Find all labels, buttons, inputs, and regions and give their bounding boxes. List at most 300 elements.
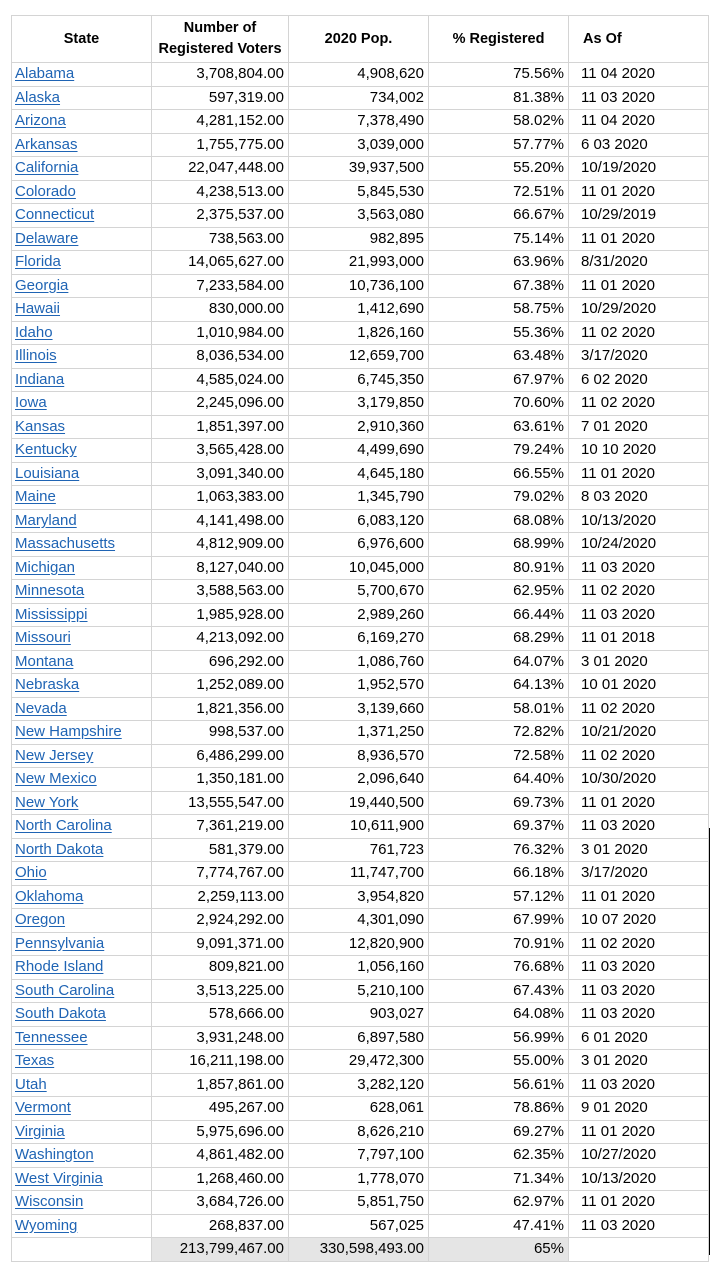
percent-registered-cell: 68.29%: [429, 627, 569, 651]
table-row: [12, 1073, 709, 1097]
table-row: [12, 791, 709, 815]
state-link[interactable]: North Dakota: [12, 838, 152, 862]
state-link[interactable]: Minnesota: [12, 580, 152, 604]
population-cell: 1,778,070: [289, 1167, 429, 1191]
state-link[interactable]: Michigan: [12, 556, 152, 580]
percent-registered-cell: 70.60%: [429, 392, 569, 416]
percent-registered-cell: 72.58%: [429, 744, 569, 768]
table-row: [12, 744, 709, 768]
population-cell: 1,086,760: [289, 650, 429, 674]
percent-registered-cell: 67.38%: [429, 274, 569, 298]
as-of-date-cell: 10/27/2020: [569, 1144, 709, 1168]
state-link[interactable]: Indiana: [12, 368, 152, 392]
table-row: [12, 1214, 709, 1238]
total-pop: 330,598,493.00: [289, 1238, 429, 1262]
registered-voters-cell: 7,774,767.00: [152, 862, 289, 886]
percent-registered-cell: 62.95%: [429, 580, 569, 604]
registered-voters-cell: 1,350,181.00: [152, 768, 289, 792]
population-cell: 6,976,600: [289, 533, 429, 557]
state-link[interactable]: Vermont: [12, 1097, 152, 1121]
as-of-date-cell: 10/13/2020: [569, 1167, 709, 1191]
registered-voters-cell: 9,091,371.00: [152, 932, 289, 956]
population-cell: 1,412,690: [289, 298, 429, 322]
population-cell: 39,937,500: [289, 157, 429, 181]
population-cell: 4,301,090: [289, 909, 429, 933]
registered-voters-cell: 3,588,563.00: [152, 580, 289, 604]
as-of-date-cell: 11 02 2020: [569, 744, 709, 768]
state-link[interactable]: Nebraska: [12, 674, 152, 698]
table-row: [12, 932, 709, 956]
percent-registered-cell: 79.24%: [429, 439, 569, 463]
as-of-date-cell: 11 03 2020: [569, 979, 709, 1003]
population-cell: 6,897,580: [289, 1026, 429, 1050]
as-of-date-cell: 11 02 2020: [569, 321, 709, 345]
table-row: [12, 815, 709, 839]
as-of-date-cell: 11 03 2020: [569, 1214, 709, 1238]
as-of-date-cell: 3 01 2020: [569, 1050, 709, 1074]
table-row: [12, 1167, 709, 1191]
population-cell: 5,851,750: [289, 1191, 429, 1215]
state-link[interactable]: Idaho: [12, 321, 152, 345]
registered-voters-cell: 1,851,397.00: [152, 415, 289, 439]
as-of-date-cell: 11 03 2020: [569, 603, 709, 627]
registered-voters-cell: 268,837.00: [152, 1214, 289, 1238]
population-cell: 4,645,180: [289, 462, 429, 486]
percent-registered-cell: 58.02%: [429, 110, 569, 134]
state-link[interactable]: Rhode Island: [12, 956, 152, 980]
population-cell: 7,378,490: [289, 110, 429, 134]
table-row: [12, 1026, 709, 1050]
registered-voters-cell: 1,063,383.00: [152, 486, 289, 510]
state-link[interactable]: New Mexico: [12, 768, 152, 792]
population-cell: 4,908,620: [289, 63, 429, 87]
percent-registered-cell: 62.35%: [429, 1144, 569, 1168]
as-of-date-cell: 11 02 2020: [569, 697, 709, 721]
percent-registered-cell: 63.48%: [429, 345, 569, 369]
registered-voters-cell: 1,252,089.00: [152, 674, 289, 698]
table-row: [12, 486, 709, 510]
table-row: [12, 1097, 709, 1121]
as-of-date-cell: 3/17/2020: [569, 862, 709, 886]
as-of-date-cell: 10/29/2020: [569, 298, 709, 322]
as-of-date-cell: 8/31/2020: [569, 251, 709, 275]
percent-registered-cell: 63.96%: [429, 251, 569, 275]
table-row: [12, 133, 709, 157]
registered-voters-cell: 14,065,627.00: [152, 251, 289, 275]
population-cell: 6,169,270: [289, 627, 429, 651]
table-row: [12, 909, 709, 933]
state-link[interactable]: Hawaii: [12, 298, 152, 322]
registered-voters-cell: 2,245,096.00: [152, 392, 289, 416]
table-row: [12, 462, 709, 486]
population-cell: 11,747,700: [289, 862, 429, 886]
percent-registered-cell: 80.91%: [429, 556, 569, 580]
header-row: [12, 16, 709, 63]
state-link[interactable]: Georgia: [12, 274, 152, 298]
registered-voters-cell: 8,127,040.00: [152, 556, 289, 580]
as-of-date-cell: 11 01 2020: [569, 274, 709, 298]
percent-registered-cell: 68.99%: [429, 533, 569, 557]
percent-registered-cell: 64.13%: [429, 674, 569, 698]
registered-voters-cell: 1,010,984.00: [152, 321, 289, 345]
state-link[interactable]: Kansas: [12, 415, 152, 439]
registered-voters-cell: 13,555,547.00: [152, 791, 289, 815]
population-cell: 10,736,100: [289, 274, 429, 298]
population-cell: 5,845,530: [289, 180, 429, 204]
as-of-date-cell: 11 02 2020: [569, 580, 709, 604]
population-cell: 29,472,300: [289, 1050, 429, 1074]
table-row: [12, 697, 709, 721]
registered-voters-cell: 8,036,534.00: [152, 345, 289, 369]
percent-registered-cell: 58.01%: [429, 697, 569, 721]
state-link[interactable]: Delaware: [12, 227, 152, 251]
table-row: [12, 603, 709, 627]
as-of-date-cell: 9 01 2020: [569, 1097, 709, 1121]
table-row: [12, 1144, 709, 1168]
state-link[interactable]: Wisconsin: [12, 1191, 152, 1215]
population-cell: 5,210,100: [289, 979, 429, 1003]
population-cell: 21,993,000: [289, 251, 429, 275]
state-link[interactable]: Arkansas: [12, 133, 152, 157]
percent-registered-cell: 57.12%: [429, 885, 569, 909]
state-link[interactable]: Maine: [12, 486, 152, 510]
state-link[interactable]: South Carolina: [12, 979, 152, 1003]
population-cell: 3,179,850: [289, 392, 429, 416]
table-row: [12, 509, 709, 533]
percent-registered-cell: 68.08%: [429, 509, 569, 533]
population-cell: 982,895: [289, 227, 429, 251]
state-link[interactable]: Connecticut: [12, 204, 152, 228]
registered-voters-cell: 581,379.00: [152, 838, 289, 862]
percent-registered-cell: 71.34%: [429, 1167, 569, 1191]
as-of-date-cell: 11 03 2020: [569, 556, 709, 580]
table-row: [12, 556, 709, 580]
percent-registered-cell: 62.97%: [429, 1191, 569, 1215]
as-of-date-cell: 10/21/2020: [569, 721, 709, 745]
header-percent-registered: % Registered: [429, 16, 569, 63]
percent-registered-cell: 66.67%: [429, 204, 569, 228]
registered-voters-cell: 830,000.00: [152, 298, 289, 322]
population-cell: 3,282,120: [289, 1073, 429, 1097]
as-of-date-cell: 11 01 2020: [569, 227, 709, 251]
table-row: [12, 298, 709, 322]
registered-voters-cell: 696,292.00: [152, 650, 289, 674]
state-link[interactable]: Alabama: [12, 63, 152, 87]
table-row: [12, 1003, 709, 1027]
state-link[interactable]: Oregon: [12, 909, 152, 933]
state-link[interactable]: Pennsylvania: [12, 932, 152, 956]
population-cell: 1,371,250: [289, 721, 429, 745]
population-cell: 567,025: [289, 1214, 429, 1238]
state-link[interactable]: Illinois: [12, 345, 152, 369]
table-row: [12, 979, 709, 1003]
population-cell: 3,039,000: [289, 133, 429, 157]
state-link[interactable]: Oklahoma: [12, 885, 152, 909]
as-of-date-cell: 11 03 2020: [569, 815, 709, 839]
population-cell: 3,139,660: [289, 697, 429, 721]
totals-row: [12, 1238, 709, 1262]
population-cell: 2,096,640: [289, 768, 429, 792]
state-link[interactable]: Nevada: [12, 697, 152, 721]
state-link[interactable]: Texas: [12, 1050, 152, 1074]
state-link[interactable]: Arizona: [12, 110, 152, 134]
as-of-date-cell: 10 07 2020: [569, 909, 709, 933]
registered-voters-cell: 2,375,537.00: [152, 204, 289, 228]
percent-registered-cell: 69.37%: [429, 815, 569, 839]
table-row: [12, 627, 709, 651]
as-of-date-cell: 3 01 2020: [569, 650, 709, 674]
as-of-date-cell: 11 03 2020: [569, 86, 709, 110]
as-of-date-cell: 10/19/2020: [569, 157, 709, 181]
percent-registered-cell: 66.55%: [429, 462, 569, 486]
population-cell: 7,797,100: [289, 1144, 429, 1168]
registered-voters-cell: 1,755,775.00: [152, 133, 289, 157]
percent-registered-cell: 75.14%: [429, 227, 569, 251]
state-link[interactable]: Maryland: [12, 509, 152, 533]
as-of-date-cell: 11 01 2020: [569, 462, 709, 486]
population-cell: 1,952,570: [289, 674, 429, 698]
percent-registered-cell: 78.86%: [429, 1097, 569, 1121]
state-link[interactable]: Missouri: [12, 627, 152, 651]
population-cell: 903,027: [289, 1003, 429, 1027]
table-row: [12, 63, 709, 87]
registered-voters-cell: 7,233,584.00: [152, 274, 289, 298]
as-of-date-cell: 11 01 2020: [569, 1191, 709, 1215]
total-registered: 213,799,467.00: [152, 1238, 289, 1262]
percent-registered-cell: 47.41%: [429, 1214, 569, 1238]
registered-voters-cell: 3,091,340.00: [152, 462, 289, 486]
state-link[interactable]: Washington: [12, 1144, 152, 1168]
table-row: [12, 721, 709, 745]
registered-voters-cell: 4,812,909.00: [152, 533, 289, 557]
registered-voters-cell: 495,267.00: [152, 1097, 289, 1121]
population-cell: 5,700,670: [289, 580, 429, 604]
registered-voters-cell: 6,486,299.00: [152, 744, 289, 768]
population-cell: 8,626,210: [289, 1120, 429, 1144]
state-link[interactable]: Montana: [12, 650, 152, 674]
header-2020-pop: 2020 Pop.: [289, 16, 429, 63]
as-of-date-cell: 10 10 2020: [569, 439, 709, 463]
totals-label-cell: [12, 1238, 152, 1262]
registered-voters-cell: 4,585,024.00: [152, 368, 289, 392]
population-cell: 1,826,160: [289, 321, 429, 345]
registered-voters-cell: 809,821.00: [152, 956, 289, 980]
registered-voters-cell: 738,563.00: [152, 227, 289, 251]
state-link[interactable]: New Hampshire: [12, 721, 152, 745]
population-cell: 628,061: [289, 1097, 429, 1121]
as-of-date-cell: 11 02 2020: [569, 932, 709, 956]
population-cell: 6,745,350: [289, 368, 429, 392]
as-of-date-cell: 10/24/2020: [569, 533, 709, 557]
percent-registered-cell: 55.00%: [429, 1050, 569, 1074]
table-row: [12, 439, 709, 463]
population-cell: 3,954,820: [289, 885, 429, 909]
registered-voters-cell: 2,259,113.00: [152, 885, 289, 909]
state-link[interactable]: Ohio: [12, 862, 152, 886]
state-link[interactable]: California: [12, 157, 152, 181]
percent-registered-cell: 81.38%: [429, 86, 569, 110]
registered-voters-cell: 4,213,092.00: [152, 627, 289, 651]
population-cell: 1,056,160: [289, 956, 429, 980]
population-cell: 10,611,900: [289, 815, 429, 839]
state-link[interactable]: Utah: [12, 1073, 152, 1097]
registered-voters-cell: 597,319.00: [152, 86, 289, 110]
registered-voters-cell: 5,975,696.00: [152, 1120, 289, 1144]
registered-voters-cell: 16,211,198.00: [152, 1050, 289, 1074]
table-row: [12, 768, 709, 792]
table-row: [12, 533, 709, 557]
header-as-of: As Of: [569, 16, 709, 63]
percent-registered-cell: 76.32%: [429, 838, 569, 862]
as-of-date-cell: 11 01 2020: [569, 180, 709, 204]
as-of-date-cell: 10/30/2020: [569, 768, 709, 792]
registered-voters-cell: 3,513,225.00: [152, 979, 289, 1003]
percent-registered-cell: 55.20%: [429, 157, 569, 181]
population-cell: 4,499,690: [289, 439, 429, 463]
as-of-date-cell: 11 02 2020: [569, 392, 709, 416]
as-of-date-cell: 10 01 2020: [569, 674, 709, 698]
as-of-date-cell: 11 01 2020: [569, 885, 709, 909]
table-row: [12, 674, 709, 698]
state-link[interactable]: Kentucky: [12, 439, 152, 463]
table-row: [12, 251, 709, 275]
state-link[interactable]: Tennessee: [12, 1026, 152, 1050]
percent-registered-cell: 76.68%: [429, 956, 569, 980]
registered-voters-cell: 4,861,482.00: [152, 1144, 289, 1168]
percent-registered-cell: 63.61%: [429, 415, 569, 439]
table-row: [12, 86, 709, 110]
registered-voters-cell: 1,857,861.00: [152, 1073, 289, 1097]
population-cell: 734,002: [289, 86, 429, 110]
registered-voters-cell: 3,708,804.00: [152, 63, 289, 87]
percent-registered-cell: 64.40%: [429, 768, 569, 792]
state-link[interactable]: New York: [12, 791, 152, 815]
table-row: [12, 1120, 709, 1144]
table-row: [12, 392, 709, 416]
as-of-date-cell: 6 02 2020: [569, 368, 709, 392]
percent-registered-cell: 70.91%: [429, 932, 569, 956]
population-cell: 19,440,500: [289, 791, 429, 815]
population-cell: 761,723: [289, 838, 429, 862]
state-link[interactable]: Virginia: [12, 1120, 152, 1144]
population-cell: 10,045,000: [289, 556, 429, 580]
as-of-date-cell: 3/17/2020: [569, 345, 709, 369]
state-link[interactable]: West Virginia: [12, 1167, 152, 1191]
table-row: [12, 321, 709, 345]
as-of-date-cell: 7 01 2020: [569, 415, 709, 439]
registered-voters-cell: 1,985,928.00: [152, 603, 289, 627]
state-link[interactable]: North Carolina: [12, 815, 152, 839]
table-row: [12, 650, 709, 674]
percent-registered-cell: 72.51%: [429, 180, 569, 204]
registered-voters-cell: 1,268,460.00: [152, 1167, 289, 1191]
percent-registered-cell: 64.07%: [429, 650, 569, 674]
percent-registered-cell: 79.02%: [429, 486, 569, 510]
state-link[interactable]: New Jersey: [12, 744, 152, 768]
as-of-date-cell: 11 04 2020: [569, 110, 709, 134]
registered-voters-cell: 1,821,356.00: [152, 697, 289, 721]
population-cell: 1,345,790: [289, 486, 429, 510]
registered-voters-cell: 3,684,726.00: [152, 1191, 289, 1215]
table-row: [12, 274, 709, 298]
percent-registered-cell: 67.97%: [429, 368, 569, 392]
table-row: [12, 580, 709, 604]
percent-registered-cell: 67.43%: [429, 979, 569, 1003]
registered-voters-cell: 578,666.00: [152, 1003, 289, 1027]
as-of-date-cell: 11 01 2018: [569, 627, 709, 651]
population-cell: 3,563,080: [289, 204, 429, 228]
state-link[interactable]: Florida: [12, 251, 152, 275]
registered-voters-cell: 4,238,513.00: [152, 180, 289, 204]
table-row: [12, 157, 709, 181]
population-cell: 8,936,570: [289, 744, 429, 768]
percent-registered-cell: 67.99%: [429, 909, 569, 933]
as-of-date-cell: 11 03 2020: [569, 1073, 709, 1097]
table-row: [12, 415, 709, 439]
state-link[interactable]: Massachusetts: [12, 533, 152, 557]
population-cell: 12,820,900: [289, 932, 429, 956]
percent-registered-cell: 66.44%: [429, 603, 569, 627]
as-of-date-cell: 8 03 2020: [569, 486, 709, 510]
registered-voters-cell: 3,565,428.00: [152, 439, 289, 463]
table-row: [12, 885, 709, 909]
table-row: [12, 227, 709, 251]
population-cell: 12,659,700: [289, 345, 429, 369]
state-link[interactable]: Wyoming: [12, 1214, 152, 1238]
registered-voters-cell: 22,047,448.00: [152, 157, 289, 181]
voter-registration-table: [11, 15, 709, 1262]
as-of-date-cell: 11 01 2020: [569, 1120, 709, 1144]
percent-registered-cell: 56.61%: [429, 1073, 569, 1097]
population-cell: 2,910,360: [289, 415, 429, 439]
as-of-date-cell: 6 03 2020: [569, 133, 709, 157]
population-cell: 2,989,260: [289, 603, 429, 627]
as-of-date-cell: 3 01 2020: [569, 838, 709, 862]
totals-asof-cell: [569, 1238, 709, 1262]
state-link[interactable]: Louisiana: [12, 462, 152, 486]
registered-voters-cell: 4,141,498.00: [152, 509, 289, 533]
table-row: [12, 1050, 709, 1074]
as-of-date-cell: 10/13/2020: [569, 509, 709, 533]
state-link[interactable]: Iowa: [12, 392, 152, 416]
as-of-date-cell: 11 03 2020: [569, 956, 709, 980]
registered-voters-cell: 4,281,152.00: [152, 110, 289, 134]
state-link[interactable]: Mississippi: [12, 603, 152, 627]
population-cell: 6,083,120: [289, 509, 429, 533]
percent-registered-cell: 72.82%: [429, 721, 569, 745]
percent-registered-cell: 69.27%: [429, 1120, 569, 1144]
table-row: [12, 345, 709, 369]
percent-registered-cell: 56.99%: [429, 1026, 569, 1050]
state-link[interactable]: Alaska: [12, 86, 152, 110]
state-link[interactable]: South Dakota: [12, 1003, 152, 1027]
state-link[interactable]: Colorado: [12, 180, 152, 204]
table-row: [12, 110, 709, 134]
percent-registered-cell: 66.18%: [429, 862, 569, 886]
table-row: [12, 956, 709, 980]
percent-registered-cell: 57.77%: [429, 133, 569, 157]
header-state: State: [12, 16, 152, 63]
as-of-date-cell: 11 04 2020: [569, 63, 709, 87]
as-of-date-cell: 11 03 2020: [569, 1003, 709, 1027]
right-edge-divider: [709, 828, 710, 1255]
table-row: [12, 838, 709, 862]
registered-voters-cell: 7,361,219.00: [152, 815, 289, 839]
table-row: [12, 368, 709, 392]
percent-registered-cell: 64.08%: [429, 1003, 569, 1027]
percent-registered-cell: 55.36%: [429, 321, 569, 345]
table-row: [12, 204, 709, 228]
